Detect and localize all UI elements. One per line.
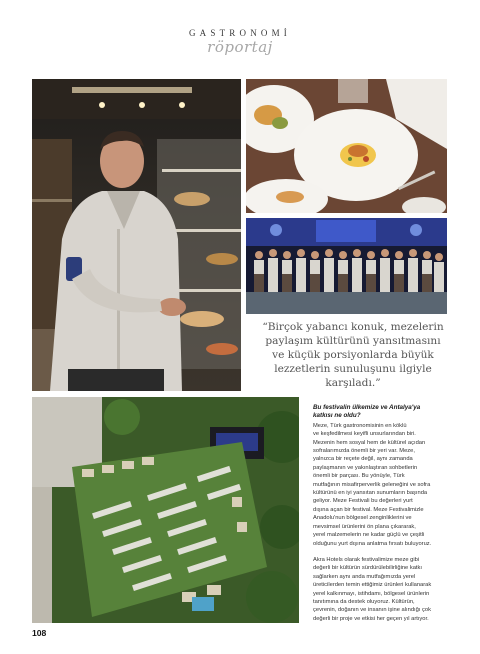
article-body (313, 404, 460, 631)
paragraph-line: paylaşmanın ve yakınlaştıran sohbetlerin (313, 464, 418, 471)
paragraph-line: Meze, Türk gastronomisinin en köklü (313, 422, 407, 429)
page-number: 108 (32, 628, 47, 638)
pull-quote-line: paylaşım kültürünü yansıtmasını (265, 335, 441, 347)
article-heading-line: Bu festivalin ülkemize ve Antalya'ya (313, 404, 421, 411)
paragraph-line: Akra Hotels olarak festivalimize meze gibi (313, 556, 420, 563)
chef-at-buffet-photo (32, 79, 241, 391)
pull-quote-line: karşıladı.” (325, 377, 381, 389)
paragraph-line: yerel kalkınmayı, istihdamı, bölgesel ürünlerin (313, 590, 430, 597)
paragraph-line: değerli bir kültürün sürdürülebilirliğine katkı (313, 565, 422, 572)
paragraph-line: Mezenin hem sosyal hem de kültürel açıdan (313, 439, 426, 446)
pull-quote-line: “Birçok yabancı konuk, mezelerin (262, 321, 444, 333)
section-title: GASTRONOMİ (188, 28, 291, 38)
paragraph-line: geliyor. Meze Festivali bu değerleri yurt (313, 498, 413, 505)
paragraph-line: sağlarken aynı anda mutfağımızda yerel (313, 573, 416, 580)
chef-photo-illustration (32, 79, 241, 391)
section-subtitle: röportaj (207, 38, 273, 56)
paragraph-line: sofralarımızda önemli bir yeri var. Meze, (313, 448, 415, 455)
paragraph-line: yalnızca bir reçete değil, aynı zamanda (313, 456, 413, 463)
article-paragraph-1 (313, 422, 460, 548)
paragraph-line: üreticilerden temin ettiğimiz ürünleri kullanarak (313, 582, 432, 589)
paragraph-line: dışına açan bir festival. Meze Festivalimizle (313, 506, 424, 513)
paragraph-line: Anadolu'nun bölgesel zenginliklerini ve (313, 515, 412, 522)
paragraph-line: ve keşfedilmesi keyifli unsurlarından biri. (313, 431, 416, 438)
paragraph-line: mutfağının misafirperverlik geleneğini ve sofra (313, 481, 431, 488)
paragraph-line: tanıtımına da destek oluyoruz. Kültürün, (313, 598, 415, 605)
team-photo-illustration (246, 218, 447, 314)
paragraph-line: olduğunu yurt dışına anlatma fırsatı buluyoruz. (313, 540, 432, 547)
aerial-photo-illustration (32, 397, 299, 623)
paragraph-line: önemli bir parçası. Bu yönüyle, Türk (313, 473, 405, 480)
paragraph-line: değerli bir proje ve etkisi her geçen yıl artıyor. (313, 615, 429, 622)
festival-team-group-photo (246, 218, 447, 314)
plated-meze-dish-photo (246, 79, 447, 213)
paragraph-line: kültürünü en iyi yansıtan sunumların başında (313, 490, 428, 497)
plate-photo-illustration (246, 79, 447, 213)
paragraph-line: mevsimsel ürünlerini ön plana çıkararak, (313, 523, 416, 530)
article-heading (313, 404, 460, 421)
article-heading-line: katkısı ne oldu? (313, 412, 361, 420)
pull-quote-line: lezzetlerin sunuluşunu ilgiyle (274, 363, 432, 375)
pull-quote (253, 320, 453, 390)
article-paragraph-2 (313, 556, 460, 623)
pull-quote-line: ve küçük porsiyonlarda büyük (272, 349, 434, 361)
paragraph-line: çevrenin, doğanın ve insanın işine alındığı çok (313, 607, 431, 614)
paragraph-line: yerel malzemelerin ne kadar güçlü ve çeşitli (313, 532, 425, 539)
festival-venue-aerial-photo (32, 397, 299, 623)
